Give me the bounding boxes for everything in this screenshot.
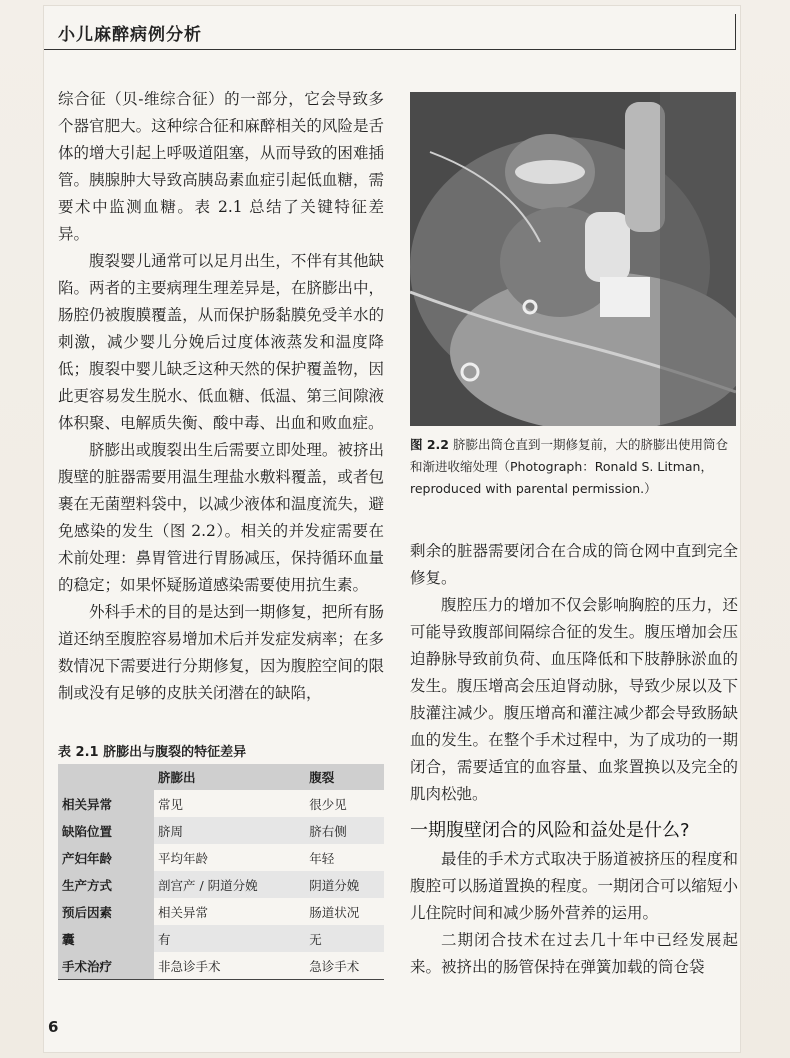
- table-cell: 剖宫产 / 阴道分娩: [154, 871, 305, 898]
- running-header: 小儿麻醉病例分析: [58, 25, 202, 45]
- row-label: 手术治疗: [58, 952, 154, 980]
- paragraph: 最佳的手术方式取决于肠道被挤压的程度和腹腔可以肠道置换的程度。一期闭合可以缩短小儿住院时间和减少肠外营养的运用。: [410, 850, 738, 922]
- table-cell: 年轻: [305, 844, 384, 871]
- table-cell: 脐右侧: [305, 817, 384, 844]
- table-cell: 肠道状况: [305, 898, 384, 925]
- paragraph: 腹裂婴儿通常可以足月出生，不伴有其他缺陷。两者的主要病理生理差异是，在脐膨出中，肠腔仍被腹膜覆盖，从而保护肠黏膜免受羊水的刺激，减少婴儿分娩后过度体液蒸发和温度降低；腹裂中婴儿缺乏这种天然的保护覆盖物，因此更容易发生脱水、低血糖、低温、第三间隙液体积聚、电解质失衡、酸中毒、出血和败血症。: [58, 252, 384, 432]
- table-row: [58, 952, 384, 980]
- table-cell: 相关异常: [154, 898, 305, 925]
- paragraph: 脐膨出或腹裂出生后需要立即处理。被挤出腹壁的脏器需要用温生理盐水敷料覆盖，或者包裹在无菌塑料袋中，以减少液体和温度流失，避免感染的发生（图 2.2）。相关的并发症需要在术前处理：鼻胃管进行胃肠减压，保持循环血量的稳定；如果怀疑肠道感染需要使用抗生素。: [58, 441, 384, 594]
- table-cell: 阴道分娩: [305, 871, 384, 898]
- table-cell: 脐周: [154, 817, 305, 844]
- paragraph: 二期闭合技术在过去几十年中已经发展起来。被挤出的肠管保持在弹簧加载的筒仓袋: [410, 931, 738, 976]
- figure-label: 图 2.2: [410, 437, 449, 452]
- right-column: [410, 538, 738, 808]
- section-heading: 一期腹壁闭合的风险和益处是什么?: [410, 820, 690, 841]
- figure-caption: [410, 434, 738, 500]
- table-cell: 平均年龄: [154, 844, 305, 871]
- table-header-cell: [58, 764, 154, 790]
- row-label: 生产方式: [58, 871, 154, 898]
- row-label: 预后因素: [58, 898, 154, 925]
- table-cell: 急诊手术: [305, 952, 384, 980]
- page-number: 6: [48, 1018, 59, 1036]
- table-row: [58, 871, 384, 898]
- table-header-cell: 脐膨出: [154, 764, 305, 790]
- row-label: 囊: [58, 925, 154, 952]
- paragraph: 外科手术的目的是达到一期修复，把所有肠道还纳至腹腔容易增加术后并发症发病率；在多数情况下需要进行分期修复，因为腹腔空间的限制或没有足够的皮肤关闭潜在的缺陷，: [58, 603, 384, 702]
- feature-table: [58, 764, 384, 980]
- row-label: 缺陷位置: [58, 817, 154, 844]
- table-row: [58, 844, 384, 871]
- table-cell: 很少见: [305, 790, 384, 817]
- left-column: [58, 86, 384, 707]
- row-label: 相关异常: [58, 790, 154, 817]
- figure-caption-text: 脐膨出筒仓直到一期修复前，大的脐膨出使用筒仓和渐进收缩处理（Photograph：Ronald S. Litman，reproduced with parental permission.）: [410, 437, 728, 496]
- table-row: [58, 898, 384, 925]
- table-cell: 有: [154, 925, 305, 952]
- figure-photo: [410, 92, 736, 426]
- right-column-lower: [410, 846, 738, 981]
- table-header-cell: 腹裂: [305, 764, 384, 790]
- infant-silo-photo: [410, 92, 736, 426]
- paragraph: 腹腔压力的增加不仅会影响胸腔的压力，还可能导致腹部间隔综合征的发生。腹压增加会压迫静脉导致前负荷、血压降低和下肢静脉淤血的发生。腹压增高会压迫肾动脉，导致少尿以及下肢灌注减少。腹压增高和灌注减少都会导致肠缺血的发生。在整个手术过程中，为了成功的一期闭合，需要适宜的血容量、血浆置换以及完全的肌肉松弛。: [410, 596, 738, 803]
- table-row: [58, 790, 384, 817]
- table-cell: 无: [305, 925, 384, 952]
- table-cell: 常见: [154, 790, 305, 817]
- row-label: 产妇年龄: [58, 844, 154, 871]
- table-caption: 表 2.1 脐膨出与腹裂的特征差异: [58, 745, 247, 760]
- table-header-row: [58, 764, 384, 790]
- paragraph: 剩余的脏器需要闭合在合成的筒仓网中直到完全修复。: [410, 542, 738, 587]
- paragraph: 综合征（贝-维综合征）的一部分，它会导致多个器官肥大。这种综合征和麻醉相关的风险是舌体的增大引起上呼吸道阻塞，从而导致的困难插管。胰腺肿大导致高胰岛素血症引起低血糖，需要术中监测血糖。表 2.1 总结了关键特征差异。: [58, 90, 384, 243]
- table-row: [58, 925, 384, 952]
- table-cell: 非急诊手术: [154, 952, 305, 980]
- table-row: [58, 817, 384, 844]
